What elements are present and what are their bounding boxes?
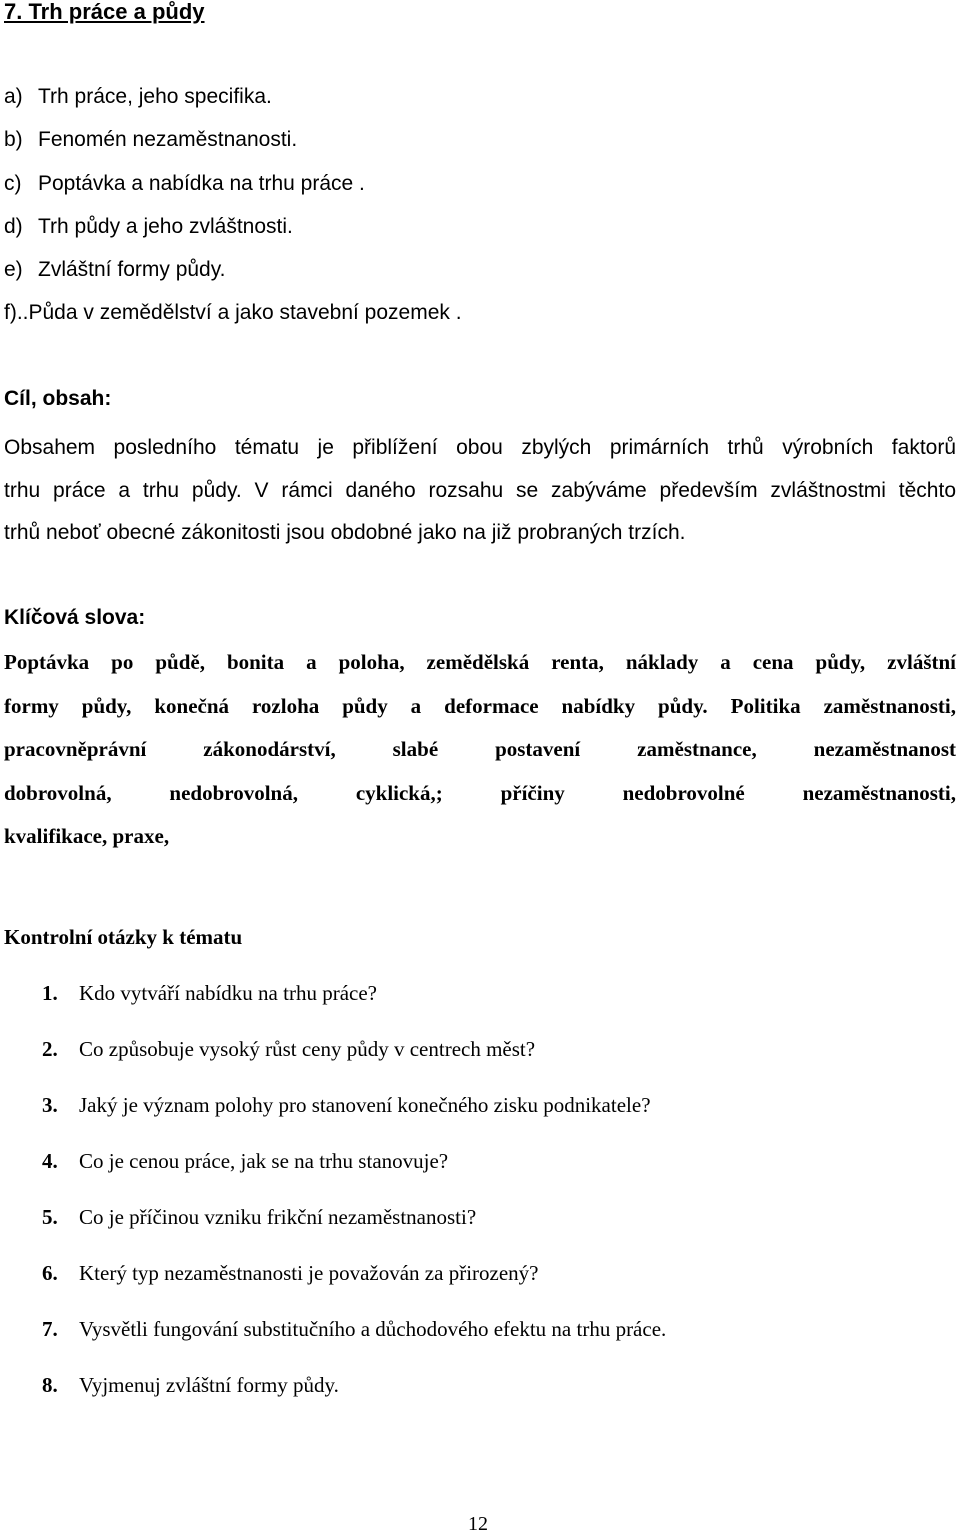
topic-text: Trh práce, jeho specifika. [38, 85, 272, 108]
topic-text: Poptávka a nabídka na trhu práce . [38, 172, 365, 195]
goal-heading: Cíl, obsah: [4, 387, 112, 410]
question-number: 3. [42, 1093, 58, 1117]
topic-text: Zvláštní formy půdy. [38, 258, 226, 281]
topic-text: Fenomén nezaměstnanosti. [38, 128, 298, 151]
goal-line: trhů neboť obecné zákonitosti jsou obdobné jako na již probraných trzích. [4, 521, 686, 544]
topic-label: d) [4, 215, 23, 238]
question-number: 6. [42, 1261, 58, 1285]
question-text: Kdo vytváří nabídku na trhu práce? [79, 981, 377, 1005]
question-text: Vyjmenuj zvláštní formy půdy. [79, 1373, 339, 1397]
keywords-line: Poptávka po půdě, bonita a poloha, zemědělská renta, náklady a cena půdy, zvláštní [4, 650, 956, 674]
keywords-heading: Klíčová slova: [4, 606, 146, 629]
page-title: 7. Trh práce a půdy [4, 0, 205, 24]
keywords-line: dobrovolná, nedobrovolná, cyklická,; příčiny nedobrovolné nezaměstnanosti, [4, 780, 956, 805]
topic-item-a [4, 84, 272, 110]
question-item [42, 1260, 538, 1286]
topic-label: f) [4, 301, 17, 324]
topic-label: e) [4, 258, 23, 281]
topic-item-f [4, 300, 462, 326]
question-text: Co je příčinou vzniku frikční nezaměstnanosti? [79, 1205, 477, 1229]
question-item [42, 980, 377, 1006]
topic-label: b) [4, 128, 23, 151]
keywords-paragraph [4, 641, 956, 859]
question-text: Jaký je význam polohy pro stanovení konečného zisku podnikatele? [79, 1093, 651, 1117]
question-item [42, 1204, 476, 1230]
keywords-line: formy půdy, konečná rozloha půdy a deformace nabídky půdy. Politika zaměstnanosti, [4, 693, 956, 718]
topic-label: c) [4, 172, 22, 195]
question-text: Co je cenou práce, jak se na trhu stanovuje? [79, 1149, 449, 1173]
question-number: 1. [42, 981, 58, 1005]
goal-paragraph [4, 427, 956, 555]
question-number: 4. [42, 1149, 58, 1173]
goal-line: trhu práce a trhu půdy. V rámci daného rozsahu se zabýváme především zvláštnostmi těchto [4, 478, 956, 502]
topic-item-b [4, 127, 297, 153]
question-number: 8. [42, 1373, 58, 1397]
question-item [42, 1148, 448, 1174]
question-text: Vysvětli fungování substitučního a důchodového efektu na trhu práce. [79, 1317, 667, 1341]
page-number: 12 [468, 1513, 488, 1535]
question-item [42, 1316, 666, 1342]
topic-text: ..Půda v zemědělství a jako stavební pozemek . [16, 301, 462, 324]
goal-line: Obsahem posledního tématu je přiblížení obou zbylých primárních trhů výrobních faktorů [4, 436, 956, 459]
question-number: 5. [42, 1205, 58, 1229]
question-number: 7. [42, 1317, 58, 1341]
keywords-line: kvalifikace, praxe, [4, 824, 170, 848]
keywords-line: pracovněprávní zákonodárství, slabé postavení zaměstnance, nezaměstnanost [4, 737, 956, 761]
question-item [42, 1036, 535, 1062]
question-item [42, 1372, 339, 1398]
topic-text: Trh půdy a jeho zvláštnosti. [38, 215, 293, 238]
question-text: Který typ nezaměstnanosti je považován za přirozený? [79, 1261, 539, 1285]
questions-heading: Kontrolní otázky k tématu [4, 925, 243, 949]
topic-item-c [4, 171, 365, 197]
topic-item-e [4, 257, 226, 283]
question-item [42, 1092, 651, 1118]
topic-label: a) [4, 85, 23, 108]
topic-item-d [4, 214, 293, 240]
question-text: Co způsobuje vysoký růst ceny půdy v centrech měst? [79, 1037, 536, 1061]
question-number: 2. [42, 1037, 58, 1061]
